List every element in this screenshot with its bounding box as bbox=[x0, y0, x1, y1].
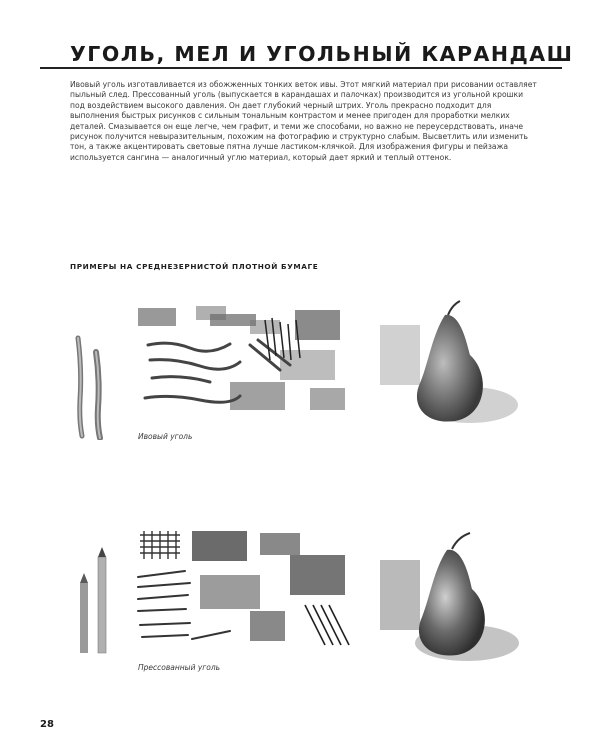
pressed-stroke-samples bbox=[130, 525, 355, 655]
willow-stroke-samples bbox=[130, 300, 355, 420]
willow-sticks-illustration bbox=[70, 330, 115, 440]
pressed-sticks-illustration bbox=[72, 545, 120, 655]
page-number: 28 bbox=[40, 719, 54, 730]
caption-pressed-charcoal: Прессованный уголь bbox=[138, 663, 221, 672]
body-paragraph: Ивовый уголь изготавливается из обожженных тонких веток ивы. Этот мягкий материал при рисовании оставляет пыльный след. Прессованный уголь (выпускается в карандашах и палочках) производится из угольной крошки под воздействием высокого давления. Он дает глубокий черный штрих. Уголь прекрасно подходит для выполнения быстрых рисунков с сильным тональным контрастом и менее пригоден для проработки мелких деталей. Смазывается он еще легче, чем графит, и теми же способами, но важно не переусердствовать, иначе рисунок получится невыразительным, похожим на фотографию и структурно слабым. Высветлить или изменить тон, а также акцентировать световые пятна лучше ластиком-клячкой. Для изображения фигуры и пейзажа используется сангина — аналогичный углю материал, который дает яркий и теплый оттенок. bbox=[70, 80, 537, 162]
page-title: УГОЛЬ, МЕЛ И УГОЛЬНЫЙ КАРАНДАШ bbox=[70, 42, 574, 66]
pressed-pear-drawing bbox=[372, 525, 532, 675]
title-rule bbox=[40, 67, 562, 69]
section-heading: ПРИМЕРЫ НА СРЕДНЕЗЕРНИСТОЙ ПЛОТНОЙ БУМАГЕ bbox=[70, 262, 319, 271]
caption-willow-charcoal: Ивовый уголь bbox=[138, 432, 193, 441]
willow-pear-drawing bbox=[370, 295, 530, 445]
